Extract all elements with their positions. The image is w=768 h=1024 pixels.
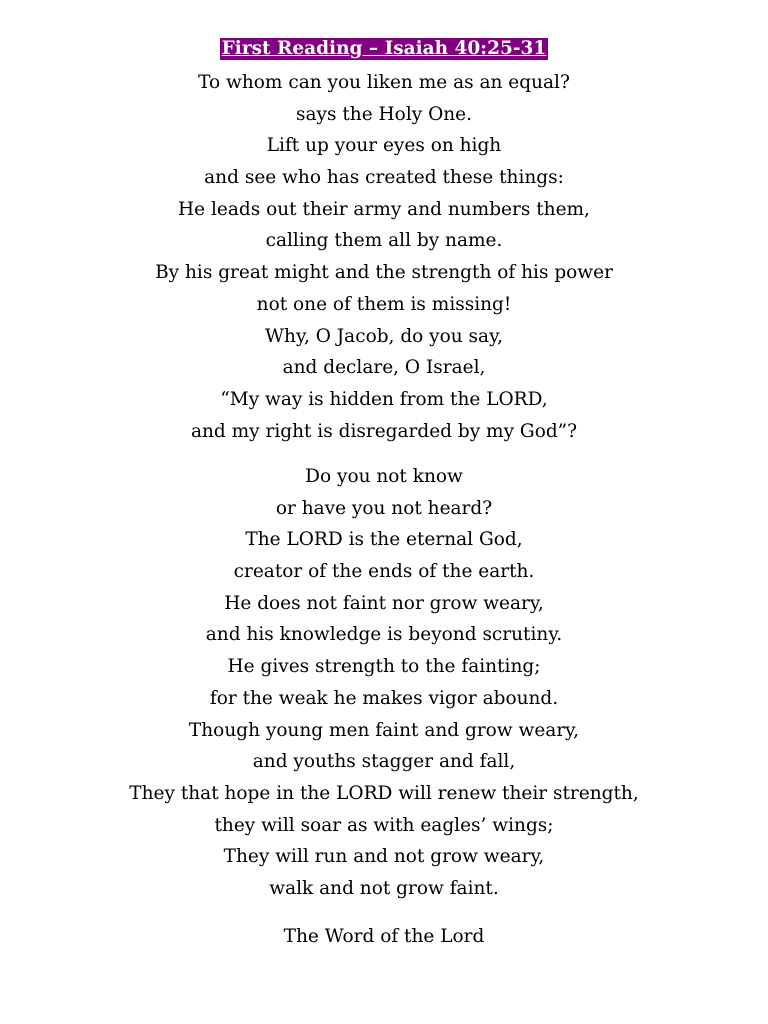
- reading-title: First Reading – Isaiah 40:25-31: [221, 38, 547, 59]
- verse-line: walk and not grow faint.: [269, 877, 499, 899]
- verse-line: or have you not heard?: [275, 497, 493, 519]
- verse-line: They will run and not grow weary,: [223, 846, 545, 868]
- verse-line: By his great might and the strength of his power: [155, 262, 613, 284]
- verse-line: for the weak he makes vigor abound.: [209, 687, 559, 709]
- verse-line: He leads out their army and numbers them,: [178, 198, 590, 220]
- verse-line: Though young men faint and grow weary,: [188, 719, 580, 741]
- verse-line: not one of them is missing!: [256, 293, 512, 315]
- verse-line: and see who has created these things:: [204, 167, 564, 189]
- verse-line: Lift up your eyes on high: [266, 135, 502, 157]
- verse-line: creator of the ends of the earth.: [233, 561, 535, 583]
- verse-line: says the Holy One.: [296, 103, 472, 125]
- verse-line: They that hope in the LORD will renew their strength,: [129, 782, 639, 804]
- verse-line: To whom can you liken me as an equal?: [198, 72, 570, 93]
- verse-line: they will soar as with eagles’ wings;: [214, 814, 554, 836]
- closing-acclamation: The Word of the Lord: [283, 926, 485, 947]
- verse-line: The LORD is the eternal God,: [245, 529, 523, 551]
- verse-line: Why, O Jacob, do you say,: [265, 325, 503, 347]
- verse-line: and my right is disregarded by my God”?: [190, 420, 578, 442]
- verse-line: calling them all by name.: [265, 230, 503, 252]
- stanza-2: [0, 461, 768, 905]
- verse-line: “My way is hidden from the LORD,: [220, 388, 548, 410]
- verse-line: and declare, O Israel,: [282, 357, 486, 379]
- stanza-1: [0, 67, 768, 447]
- verse-line: and youths stagger and fall,: [252, 751, 516, 773]
- verse-line: and his knowledge is beyond scrutiny.: [205, 624, 563, 646]
- verse-line: Do you not know: [305, 466, 463, 487]
- verse-line: He does not faint nor grow weary,: [224, 592, 544, 614]
- verse-line: He gives strength to the fainting;: [227, 656, 541, 678]
- title-container: [0, 38, 768, 60]
